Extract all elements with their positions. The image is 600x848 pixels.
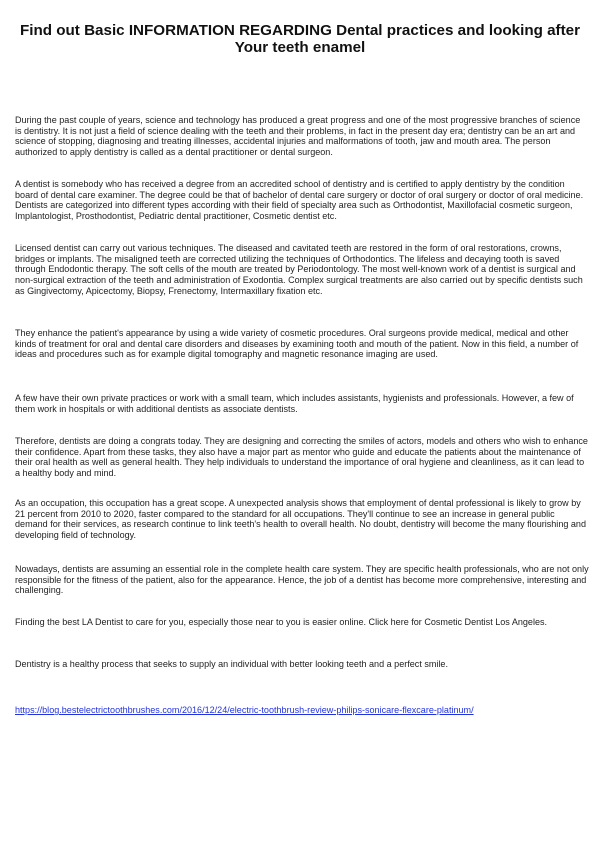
paragraph-cosmetic: They enhance the patient's appearance by using a wide variety of cosmetic procedures. Oral surgeons provide medical, medical and other kinds of treatment for oral and dental care disorders and diseases by examining tooth and mouth of the patient. Now in this field, a number of ideas and procedures such as for example digital tomography and magnetic resonance imaging are used. xyxy=(15,328,579,360)
paragraph-occupation: As an occupation, this occupation has a great scope. A unexpected analysis shows that employment of dental professional is likely to grow by 21 percent from 2010 to 2020, faster compared to the standard for all occupations. They'll continue to see an increase in general public demand for their services, as research continue to link teeth's health to overall health. No doubt, dentistry will become the many flourishing and developing field of technology. xyxy=(15,498,586,541)
paragraph-practices: A few have their own private practices or work with a small team, which includes assistants, hygienists and professionals. However, a few of them work in hospitals or with additional dentists as associate dentists. xyxy=(15,393,574,414)
paragraph-closing: Dentistry is a healthy process that seeks to supply an individual with better looking teeth and a perfect smile. xyxy=(15,659,448,669)
paragraph-dentist-definition: A dentist is somebody who has received a degree from an accredited school of dentistry and is certified to apply dentistry by the condition board of dental care examiner. The degree could be that of bachelor of dental care surgery or doctor of oral surgery or doctor of oral medicine. Dentists are categorized into different types according with their field of specialty area such as Orthodontist, Maxillofacial cosmetic surgeon, Implantologist, Prosthodontist, Pediatric dental practitioner, Cosmetic dentist etc. xyxy=(15,179,584,222)
paragraph-find-dentist: Finding the best LA Dentist to care for you, especially those near to you is easier online. Click here for Cosmetic Dentist Los Angeles. xyxy=(15,617,548,627)
reference-link[interactable]: https://blog.bestelectrictoothbrushes.com/2016/12/24/electric-toothbrush-review-philips-sonicare-flexcare-platinum/ xyxy=(15,705,474,715)
paragraph-techniques: Licensed dentist can carry out various techniques. The diseased and cavitated teeth are restored in the form of oral restorations, crowns, bridges or implants. The misaligned teeth are corrected utilizing the techniques of Orthodontics. The lifeless and decaying tooth is saved through Endodontic therapy. The soft cells of the mouth are treated by Periodontology. The most well-known work of a dentist is surgical and non-surgical extraction of the teeth and administration of Exodontia. Complex surgical treatments are also carried out by specific dentists such as Gingivectomy, Apicectomy, Biopsy, Frenectomy, Intermaxillary fixation etc. xyxy=(15,243,583,296)
paragraph-role: Therefore, dentists are doing a congrats today. They are designing and correcting the smiles of actors, models and others who wish to enhance their confidence. Apart from these tasks, they also have a major part as mentor who guide and educate the patients about the maintenance of their oral health as well as general health. They help individuals to understand the importance of oral hygiene and cleanliness, as it can lead to a healthy body and mind. xyxy=(15,436,588,479)
page-title: Find out Basic INFORMATION REGARDING Dental practices and looking after Your teeth enamel xyxy=(19,22,581,56)
paragraph-intro: During the past couple of years, science and technology has produced a great progress and one of the most progressive branches of science is dentistry. It is not just a field of science dealing with the teeth and their problems, in fact in the present day era; dentistry can be an art and science of stopping, diagnosing and treating illnesses, accidental injuries and malformations of tooth, jaw and mouth area. The person authorized to apply dentistry is called as a dental practitioner or dental surgeon. xyxy=(15,115,581,158)
paragraph-health-care: Nowadays, dentists are assuming an essential role in the complete health care system. They are specific health professionals, who are not only responsible for the fitness of the patient, also for the appearance. Hence, the job of a dentist has become more comprehensive, interesting and challenging. xyxy=(15,564,589,596)
